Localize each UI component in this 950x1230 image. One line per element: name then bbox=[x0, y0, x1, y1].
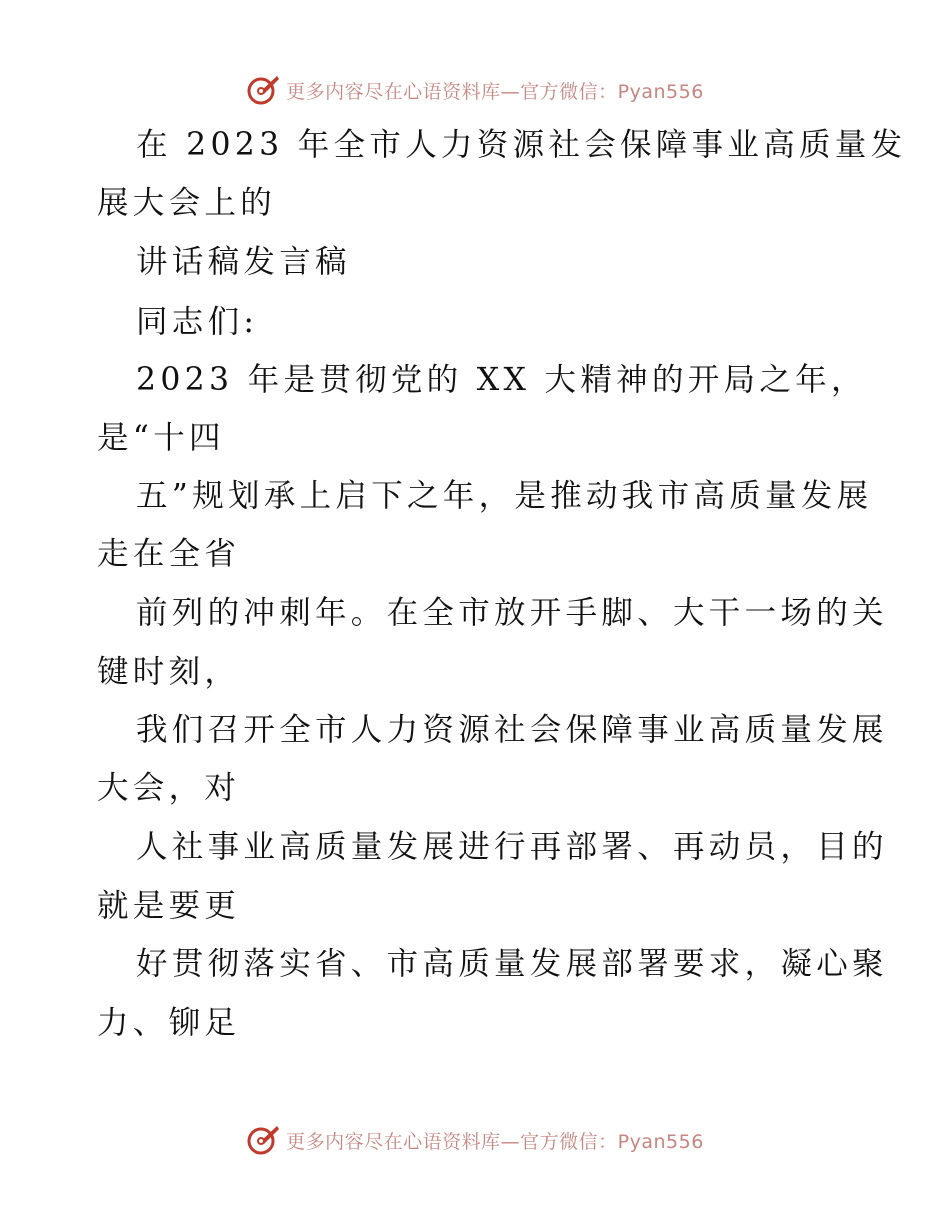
text-line: 大会，对 bbox=[97, 770, 241, 806]
watermark-footer bbox=[0, 1120, 950, 1160]
text-line: 我们召开全市人力资源社会保障事业高质量发展 bbox=[136, 712, 888, 748]
text-line: 键时刻， bbox=[97, 654, 241, 690]
text-line: 就是要更 bbox=[97, 888, 241, 924]
text-line: 力、铆足 bbox=[97, 1005, 241, 1041]
text-line: 展大会上的 bbox=[97, 185, 277, 221]
text-line: 同志们: bbox=[136, 304, 259, 340]
text-line: 前列的冲刺年。在全市放开手脚、大干一场的关 bbox=[136, 595, 888, 631]
text-line: 五”规划承上启下之年，是推动我市高质量发展 bbox=[136, 478, 873, 514]
watermark-text: 更多内容尽在心语资料库—官方微信：Pyan556 bbox=[286, 80, 704, 103]
text-line: 好贯彻落实省、市高质量发展部署要求，凝心聚 bbox=[136, 946, 888, 982]
text-line: 在 2023 年全市人力资源社会保障事业高质量发 bbox=[136, 127, 907, 163]
text-line: 人社事业高质量发展进行再部署、再动员，目的 bbox=[136, 829, 888, 865]
text-line: 走在全省 bbox=[97, 536, 241, 572]
text-line: 是“十四 bbox=[97, 420, 225, 456]
text-line: 2023 年是贯彻党的 XX 大精神的开局之年， bbox=[136, 362, 867, 398]
pen-logo-icon bbox=[246, 73, 280, 107]
watermark-text: 更多内容尽在心语资料库—官方微信：Pyan556 bbox=[286, 1130, 704, 1153]
pen-logo-icon bbox=[246, 1123, 280, 1157]
text-line: 讲话稿发言稿 bbox=[136, 244, 351, 280]
watermark-header bbox=[0, 70, 950, 110]
